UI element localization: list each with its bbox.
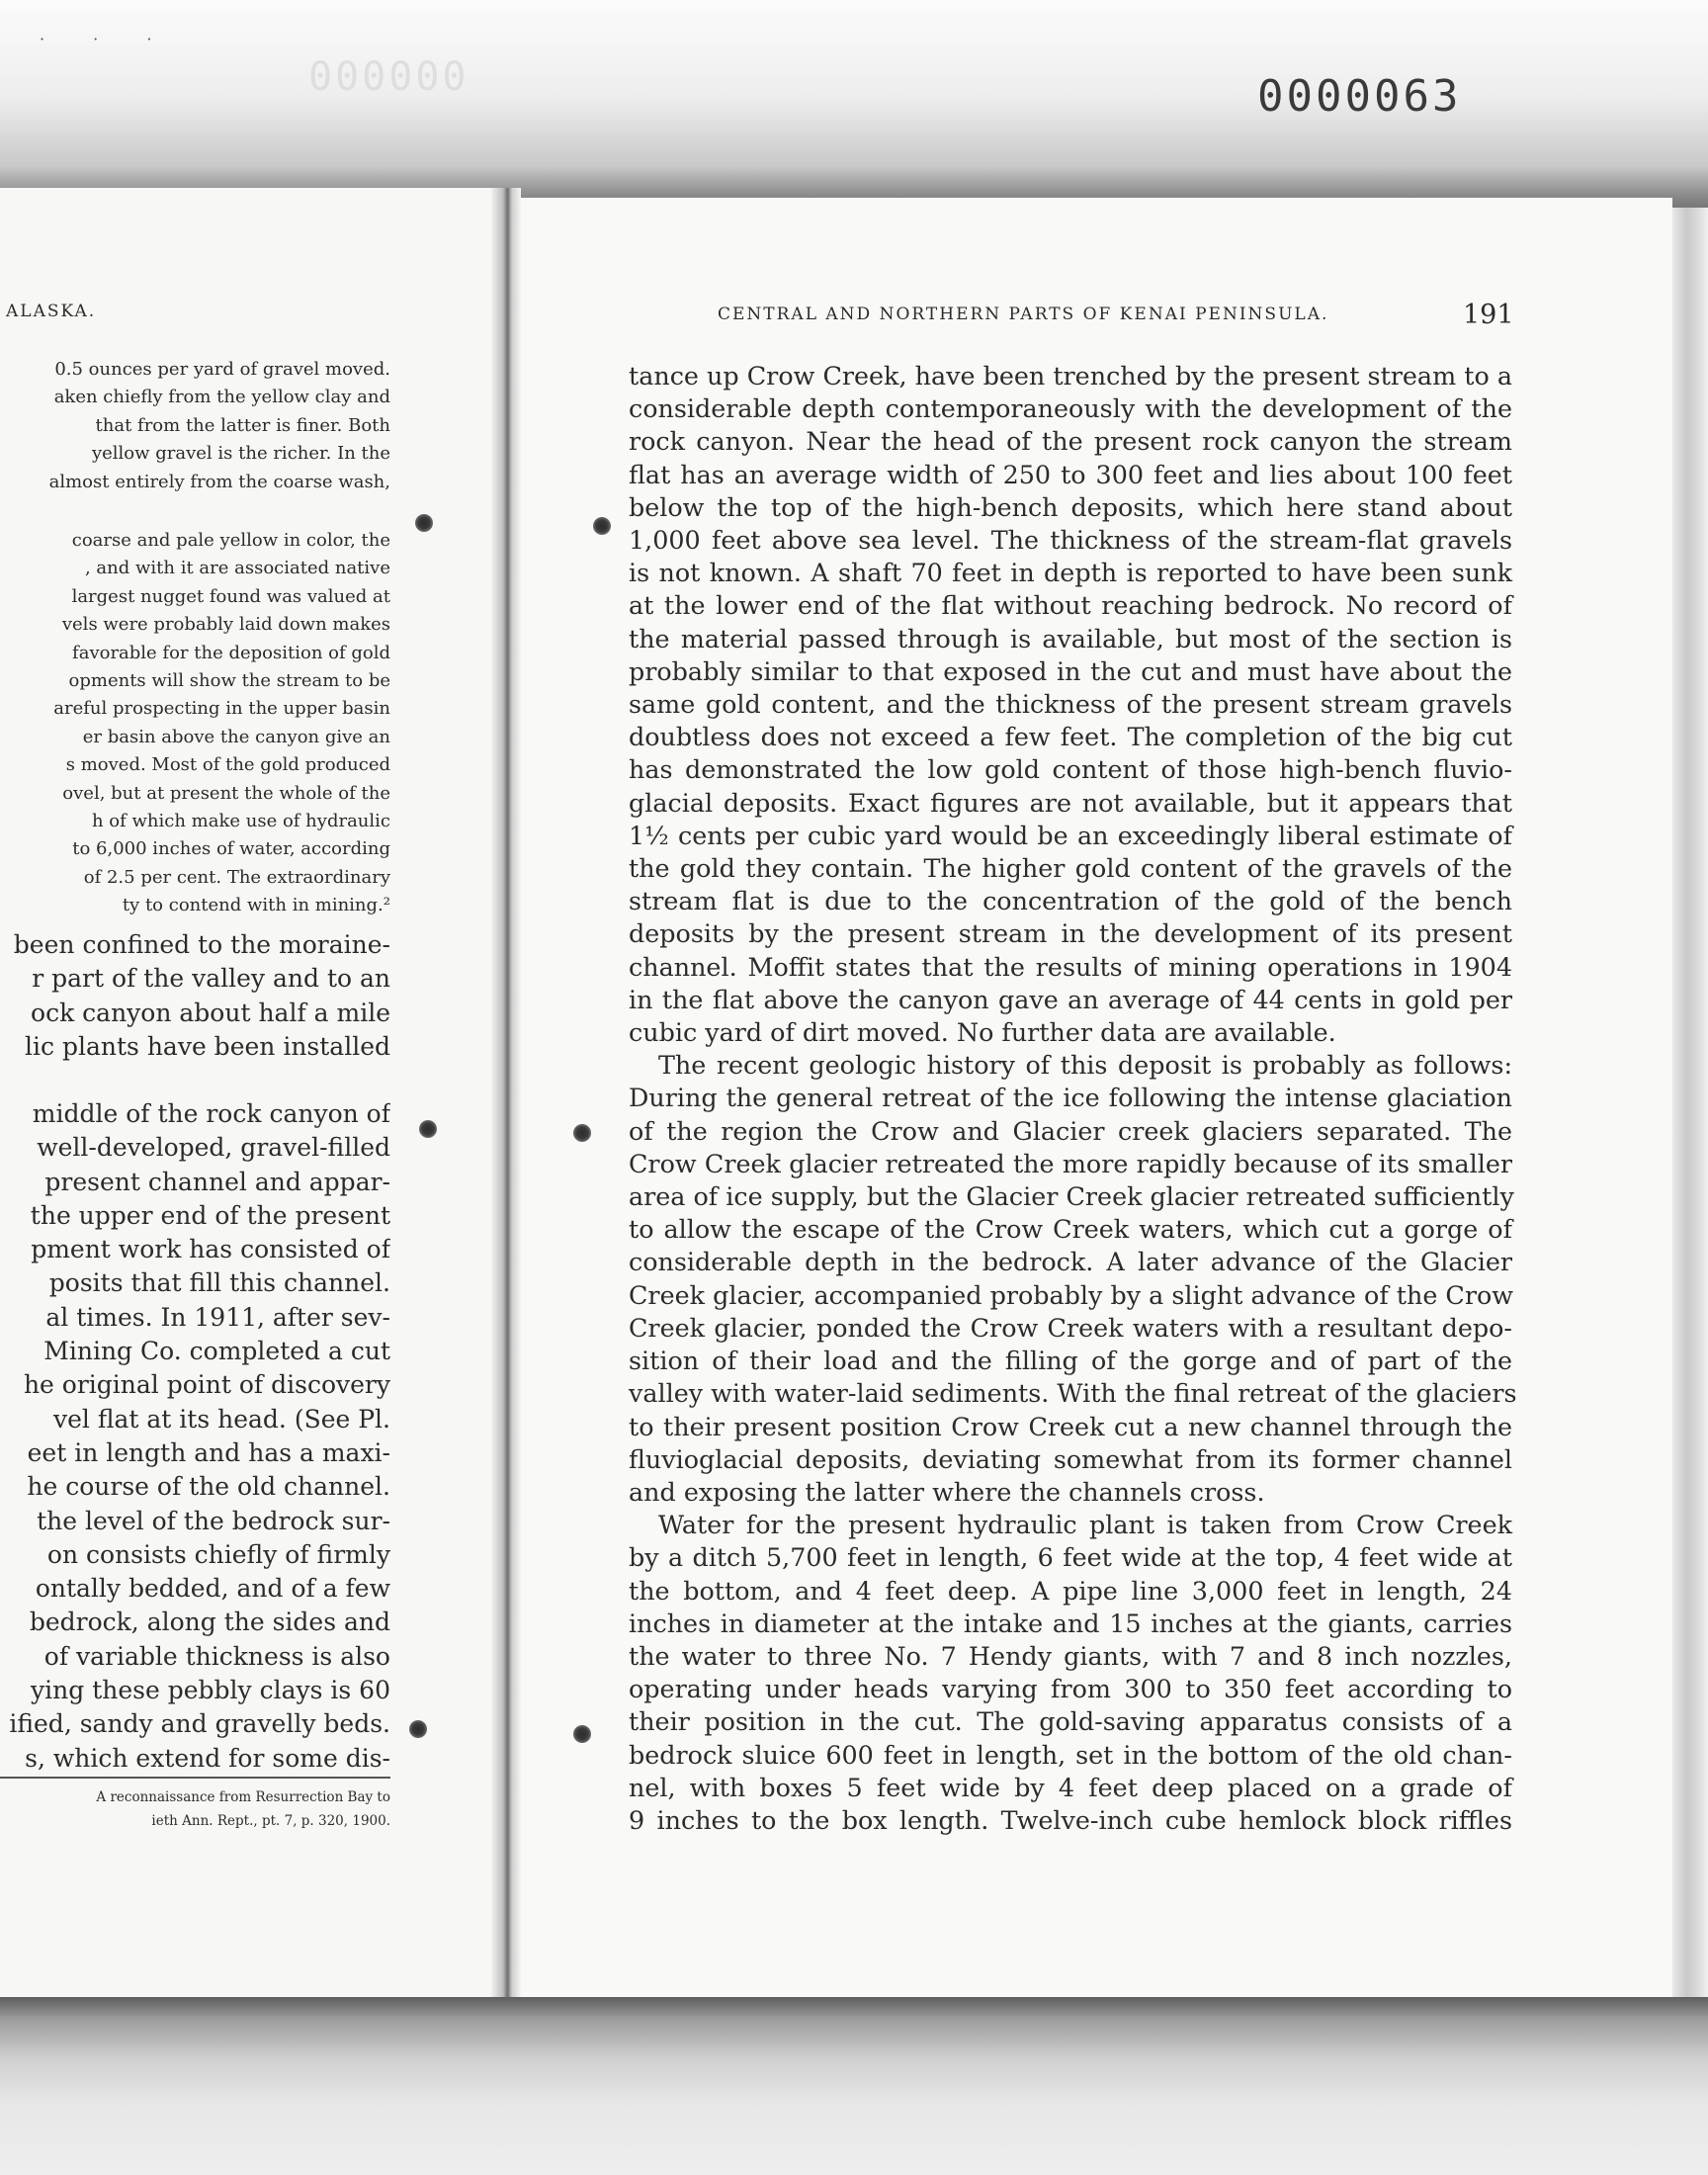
scanner-bottom-shadow: [0, 1997, 1708, 2175]
left-line: s, which extend for some dis-: [25, 1743, 390, 1773]
left-line: middle of the rock canyon of: [32, 1099, 390, 1128]
text-line: their position in the cut. The gold-saving apparatus consists of a: [629, 1706, 1512, 1737]
left-line: the level of the bedrock sur-: [37, 1506, 390, 1535]
left-line: bedrock, along the sides and: [29, 1608, 390, 1637]
text-line: of the region the Crow and Glacier creek glaciers separated. The: [629, 1115, 1512, 1146]
left-line: Mining Co. completed a cut: [43, 1337, 390, 1366]
left-line: s moved. Most of the gold produced: [65, 754, 390, 776]
left-text-block-a: [0, 356, 390, 496]
paragraph-1: [629, 360, 1512, 1049]
left-line: areful prospecting in the upper basin: [53, 698, 390, 720]
left-line: to 6,000 inches of water, according: [72, 838, 390, 860]
left-text-block-d: [0, 1097, 390, 1776]
left-line: coarse and pale yellow in color, the: [71, 530, 390, 551]
binding-hole: [419, 1120, 437, 1138]
text-line: is not known. A shaft 70 feet in depth is reported to have been sunk: [629, 558, 1512, 588]
left-line: ock canyon about half a mile: [31, 998, 390, 1027]
text-line: in the flat above the canyon gave an average of 44 cents in gold per: [629, 984, 1512, 1014]
left-line: of 2.5 per cent. The extraordinary: [83, 866, 390, 888]
text-line: bedrock sluice 600 feet in length, set in the bottom of the old chan-: [629, 1739, 1512, 1770]
text-line: channel. Moffit states that the results of mining operations in 1904: [629, 951, 1512, 982]
text-line: considerable depth in the bedrock. A later advance of the Glacier: [629, 1247, 1512, 1277]
text-line: to their present position Crow Creek cut a new channel through the: [629, 1411, 1512, 1441]
left-line: pment work has consisted of: [31, 1235, 390, 1264]
paragraph-3: [629, 1509, 1512, 1837]
text-line: The recent geologic history of this deposit is probably as follows:: [658, 1050, 1512, 1081]
text-line: area of ice supply, but the Glacier Creek glacier retreated sufficiently: [629, 1181, 1514, 1212]
text-line: considerable depth contemporaneously with the development of the: [629, 393, 1512, 424]
text-line: at the lower end of the flat without reaching bedrock. No record of: [629, 590, 1512, 621]
left-line: ty to contend with in mining.²: [122, 895, 390, 916]
left-running-head: ALASKA.: [6, 302, 97, 321]
left-line: 0.5 ounces per yard of gravel moved.: [54, 359, 390, 380]
left-line: that from the latter is finer. Both: [95, 414, 390, 436]
left-line: almost entirely from the coarse wash,: [48, 471, 390, 492]
left-footnotes: [0, 1785, 390, 1833]
text-line: Creek glacier, accompanied probably by a slight advance of the Crow: [629, 1279, 1514, 1310]
text-line: deposits by the present stream in the development of its present: [629, 918, 1512, 949]
left-line: eet in length and has a maxi-: [27, 1437, 390, 1467]
left-line: ified, sandy and gravelly beds.: [9, 1709, 390, 1739]
left-line: vels were probably laid down makes: [61, 614, 390, 636]
text-line: inches in diameter at the intake and 15 inches at the giants, carries: [629, 1608, 1512, 1638]
binding-hole: [415, 514, 433, 532]
left-line: on consists chiefly of firmly: [46, 1539, 390, 1569]
left-line: favorable for the deposition of gold: [72, 642, 390, 663]
text-line: glacial deposits. Exact figures are not available, but it appears that: [629, 787, 1512, 818]
text-line: to allow the escape of the Crow Creek waters, which cut a gorge of: [629, 1214, 1512, 1245]
text-line: nel, with boxes 5 feet wide by 4 feet deep placed on a grade of: [629, 1772, 1512, 1802]
text-line: sition of their load and the filling of the gorge and of part of the: [629, 1346, 1512, 1376]
binding-hole: [573, 1124, 591, 1142]
text-line: rock canyon. Near the head of the present rock canyon the stream: [629, 426, 1512, 457]
text-line: the bottom, and 4 feet deep. A pipe line 3,000 feet in length, 24: [629, 1575, 1512, 1606]
book-gutter: [491, 188, 521, 2012]
left-text-block-b: [0, 527, 390, 920]
binding-hole: [573, 1725, 591, 1743]
page-number: 191: [1463, 300, 1514, 330]
left-line: posits that fill this channel.: [48, 1268, 390, 1298]
left-line: r part of the valley and to an: [32, 964, 390, 994]
left-line: h of which make use of hydraulic: [91, 811, 390, 832]
right-body-text: [629, 360, 1517, 1837]
left-line: he original point of discovery: [23, 1370, 390, 1400]
document-stamp-number: 0000063: [1257, 71, 1462, 122]
text-line: valley with water-laid sediments. With the final retreat of the glaciers: [629, 1378, 1517, 1409]
left-line: the upper end of the present: [30, 1200, 390, 1230]
left-line: ovel, but at present the whole of the: [62, 782, 390, 804]
text-line: same gold content, and the thickness of the present stream gravels: [629, 689, 1512, 720]
left-line: yellow gravel is the richer. In the: [91, 443, 390, 465]
text-line: probably similar to that exposed in the cut and must have about the: [629, 655, 1512, 686]
text-line: by a ditch 5,700 feet in length, 6 feet wide at the top, 4 feet wide at: [629, 1542, 1512, 1573]
left-line: ying these pebbly clays is 60: [31, 1676, 390, 1705]
text-line: and exposing the latter where the channels cross.: [629, 1476, 1265, 1507]
left-line: vel flat at its head. (See Pl.: [52, 1404, 390, 1434]
scan-specks: · · ·: [40, 30, 174, 48]
left-line: al times. In 1911, after sev-: [45, 1302, 390, 1332]
left-line: been confined to the moraine-: [13, 930, 390, 959]
text-line: cubic yard of dirt moved. No further data are available.: [629, 1017, 1336, 1048]
text-line: Crow Creek glacier retreated the more rapidly because of its smaller: [629, 1148, 1512, 1178]
text-line: the water to three No. 7 Hendy giants, with 7 and 8 inch nozzles,: [629, 1640, 1512, 1671]
left-line: ontally bedded, and of a few: [35, 1574, 390, 1604]
binding-hole: [593, 517, 611, 535]
text-line: below the top of the high-bench deposits, which here stand about: [629, 491, 1512, 522]
text-line: fluvioglacial deposits, deviating somewhat from its former channel: [629, 1443, 1512, 1474]
text-line: Water for the present hydraulic plant is taken from Crow Creek: [658, 1510, 1512, 1540]
text-line: the material passed through is available, but most of the section is: [629, 623, 1512, 653]
left-line: er basin above the canyon give an: [82, 726, 390, 747]
text-line: Creek glacier, ponded the Crow Creek waters with a resultant depo-: [629, 1312, 1512, 1343]
text-line: 1,000 feet above sea level. The thickness of the stream-flat gravels: [629, 525, 1512, 556]
paragraph-2: [629, 1049, 1517, 1509]
text-line: stream flat is due to the concentration of the gold of the bench: [629, 886, 1512, 916]
left-line: lic plants have been installed: [25, 1031, 390, 1061]
left-line: aken chiefly from the yellow clay and: [53, 387, 390, 408]
left-text-block-c: [0, 928, 390, 1064]
text-line: operating under heads varying from 300 to 350 feet according to: [629, 1674, 1512, 1704]
text-line: 9 inches to the box length. Twelve-inch cube hemlock block riffles: [629, 1804, 1512, 1835]
text-line: doubtless does not exceed a few feet. The completion of the big cut: [629, 722, 1512, 752]
left-line: largest nugget found was valued at: [71, 585, 390, 607]
text-line: the gold they contain. The higher gold content of the gravels of the: [629, 853, 1512, 884]
text-line: tance up Crow Creek, have been trenched by the present stream to a: [629, 361, 1512, 391]
page-edge: [1672, 208, 1708, 2017]
left-line: , and with it are associated native: [84, 558, 390, 579]
running-head: CENTRAL AND NORTHERN PARTS OF KENAI PENINSULA.: [718, 304, 1329, 324]
left-line: well-developed, gravel-filled: [37, 1133, 390, 1163]
footnote-line: ieth Ann. Rept., pt. 7, p. 320, 1900.: [151, 1813, 390, 1829]
text-line: flat has an average width of 250 to 300 feet and lies about 100 feet: [629, 459, 1512, 489]
text-line: During the general retreat of the ice following the intense glaciation: [629, 1083, 1512, 1113]
text-line: has demonstrated the low gold content of those high-bench fluvio-: [629, 754, 1512, 785]
binding-hole: [409, 1720, 427, 1738]
footnote-line: A reconnaissance from Resurrection Bay to: [96, 1789, 390, 1805]
text-line: 1½ cents per cubic yard would be an exceedingly liberal estimate of: [629, 820, 1512, 850]
left-line: he course of the old channel.: [27, 1472, 390, 1502]
left-line: of variable thickness is also: [43, 1641, 390, 1671]
footnote-rule: [0, 1777, 390, 1779]
ghost-stamp: 000000: [308, 54, 470, 100]
left-line: present channel and appar-: [44, 1167, 390, 1196]
left-line: opments will show the stream to be: [68, 670, 390, 692]
